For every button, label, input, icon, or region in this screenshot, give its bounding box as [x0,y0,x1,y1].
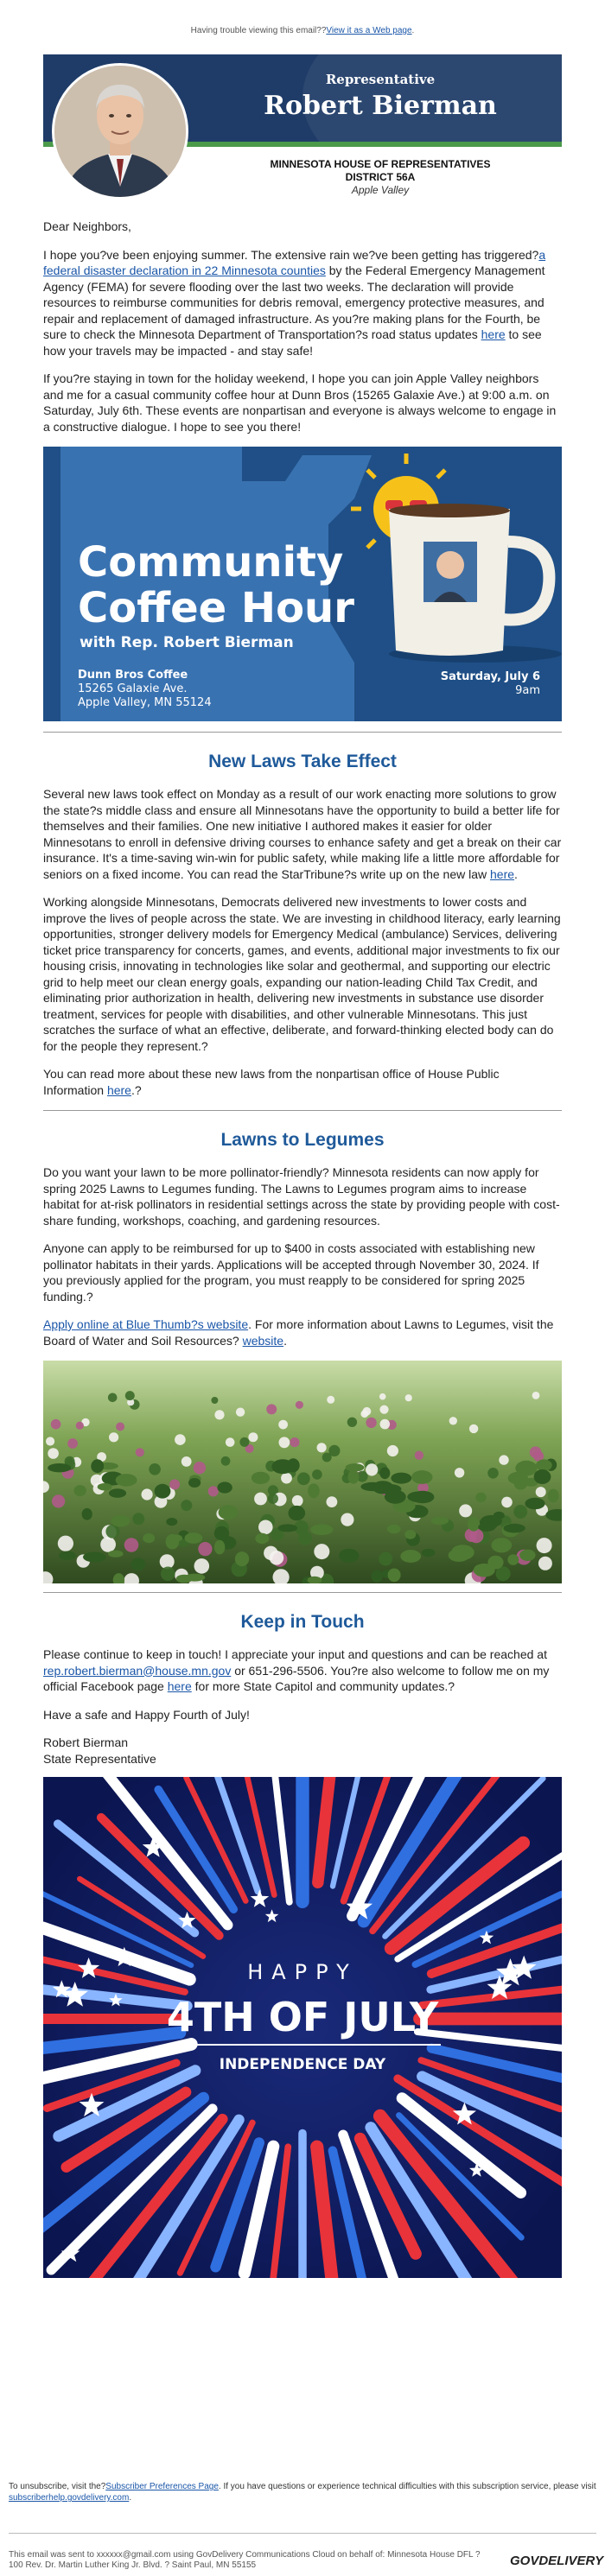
clover-lawn-photo [43,1361,562,1583]
coffee-title-line2: Coffee Hour [78,584,354,632]
signature-title: State Representative [43,1751,156,1766]
coffee-date: Saturday, July 6 [440,670,540,683]
coffee-title-line1: Community [78,538,344,587]
legumes-paragraph-2: Anyone can apply to be reimbursed for up to $400 in costs associated with establishing new pollinator habitats in their yards. Applications will be accepted through November 30, 2024. If you previously applied for the program, you must reapply to be considered for spring 2025 funding.? [43,1241,539,1304]
trouble-viewing-text: Having trouble viewing this email?? [190,26,327,35]
intro-paragraph-2: If you?re staying in town for the holiday weekend, I hope you can join Apple Valley neighbors and me for a casual community coffee hour at Dunn Bros (15265 Galaxie Ave.) at 9:00 a.m. on Saturday, July 6th. These events are nonpartisan and everyone is always welcome to engage in a constructive dialogue. I hope to see you there! [43,371,557,434]
subscriber-preferences-link[interactable]: Subscriber Preferences Page [105,2482,219,2491]
district-name: DISTRICT 56A [345,171,416,183]
laws-paragraph-3: You can read more about these new laws from the nonpartisan office of House Public Information here.? [43,1067,500,1097]
web-page-link[interactable]: View it as a Web page [326,26,412,35]
legumes-paragraph-3: Apply online at Blue Thumb?s website. For more information about Lawns to Legumes, visit the Board of Water and Soil Resources? website. [43,1317,554,1348]
signature [43,1735,562,1767]
road-status-link[interactable]: here [481,327,506,341]
city-name: Apple Valley [351,184,410,196]
intro-section [43,219,562,435]
blue-thumb-link[interactable]: Apply online at Blue Thumb?s website [43,1317,249,1331]
rep-name: Robert Bierman [264,91,497,121]
web-notice-end: . [411,26,415,35]
coffee-hour-graphic [43,447,562,721]
happy-text: HAPPY [247,1960,358,1984]
house-info-link[interactable]: here [106,1082,131,1097]
coffee-time: 9am [515,684,540,697]
lawns-legumes-section [43,1130,562,1348]
coffee-with: with Rep. Robert Bierman [80,634,294,651]
divider [43,1110,562,1111]
touch-paragraph-1: Please continue to keep in touch! I appreciate your input and questions and can be reached at rep.robert.bierman@house.mn.gov or 651-296-5506. You?re also welcome to follow me on my official Facebook page here for more State Capitol and community updates.? [43,1647,550,1693]
coffee-address-1: 15265 Galaxie Ave. [78,682,188,695]
fourth-wishes: Have a safe and Happy Fourth of July! [43,1707,250,1722]
rep-portrait [52,63,188,200]
subscriber-help-link[interactable]: subscriberhelp.govdelivery.com [9,2493,130,2503]
email-link[interactable]: rep.robert.bierman@house.mn.gov [43,1663,232,1678]
intro-paragraph-1: I hope you?ve been enjoying summer. The extensive rain we?ve been getting has triggered?a federal disaster declaration in 22 Minnesota counties by the Federal Emergency Management Agency (FEMA) for severe flooding over the last two weeks. The declaration will provide resources to reimburse communities for debris removal, emergency protective measures, and repair and replacement of damaged infrastructure. As you?re making plans for the Fourth, be sure to check the Minnesota Department of Transportation?s road status updates here to see how your travels may be impacted - and stay safe! [43,247,546,358]
fourth-of-july-graphic [43,1777,562,2278]
fourth-of-july-text: 4TH OF JULY [166,1994,439,2040]
bwsr-website-link[interactable]: website [242,1333,284,1348]
signature-name: Robert Bierman [43,1735,129,1749]
sent-notice: This email was sent to xxxxxx@gmail.com using GovDelivery Communications Cloud on behalf of: Minnesota House DFL ? 100 Rev. Dr. Martin Luther King Jr. Blvd. ? Saint Paul, MN 55155 [9,2550,481,2570]
govdelivery-logo: GOVDELIVERY [510,2554,604,2568]
keep-in-touch-title: Keep in Touch [240,1612,365,1632]
keep-in-touch-section [43,1612,562,1767]
web-version-notice [0,26,605,35]
startribune-link[interactable]: here [490,866,515,881]
new-laws-title: New Laws Take Effect [208,752,397,771]
house-name: MINNESOTA HOUSE OF REPRESENTATIVES [270,158,491,170]
facebook-link[interactable]: here [167,1679,192,1693]
legumes-paragraph-1: Do you want your lawn to be more pollinator-friendly? Minnesota residents can now apply for spring 2025 Lawns to Legumes funding. The Lawns to Legumes program aims to increase habitat for at-risk pollinators in residential settings across the state by providing people with cost-share funding, workshops, coaching, and gardening resources. [43,1165,560,1228]
divider [43,1592,562,1593]
rep-title: Representative [325,72,436,87]
laws-paragraph-1: Several new laws took effect on Monday as a result of our work enacting more solutions to grow the state?s middle class and ensure all Minnesotans have the opportunity to build a better life for themselves and their families. One new initiative I authored makes it easier for older Minnesotans to enroll in defensive driving courses to enhance safety and get a break on their car insurance. It's a time-saving win-win for public safety, while making life a little more affordable for seniors on a fixed income. You can read the StarTribune?s write up on the new law here. [43,787,562,881]
email-body [43,54,562,2278]
divider [43,732,562,733]
coffee-address-2: Apple Valley, MN 55124 [78,696,212,709]
new-laws-section [43,752,562,1098]
laws-paragraph-2: Working alongside Minnesotans, Democrats delivered new investments to lower costs and improve the lives of people across the state. We are investing in childhood literacy, early learning opportunities, stronger delivery models for Emergency Medical (ambulance) Services, delivering ticket price transparency for concerts, games, and events, additional major investments to fix our housing crisis, innovating in technologies like solar and geothermal, and supporting our electric grid to help meet our clean energy goals, expanding our nation-leading Child Tax Credit, and eliminating prior authorization in health, delivering new investments in substance use disorder treatment, services for people with disabilities, and other vulnerable Minnesotans. This just scratches the surface of what an effective, deliberate, and forward-thinking elected body can do for the people they represent.? [43,895,561,1053]
independence-day-text: INDEPENDENCE DAY [219,2056,386,2073]
lawns-legumes-title: Lawns to Legumes [220,1130,385,1150]
coffee-venue: Dunn Bros Coffee [78,669,188,682]
greeting: Dear Neighbors, [43,219,131,233]
footer-divider [9,2533,596,2534]
unsubscribe-notice: To unsubscribe, visit the?Subscriber Preferences Page. If you have questions or experience technical difficulties with this subscription service, please visit subscriberhelp.govdelivery.com. [9,2482,596,2503]
disaster-declaration-link[interactable]: a federal disaster declaration in 22 Minnesota counties [43,247,546,277]
newsletter-header [43,54,562,219]
